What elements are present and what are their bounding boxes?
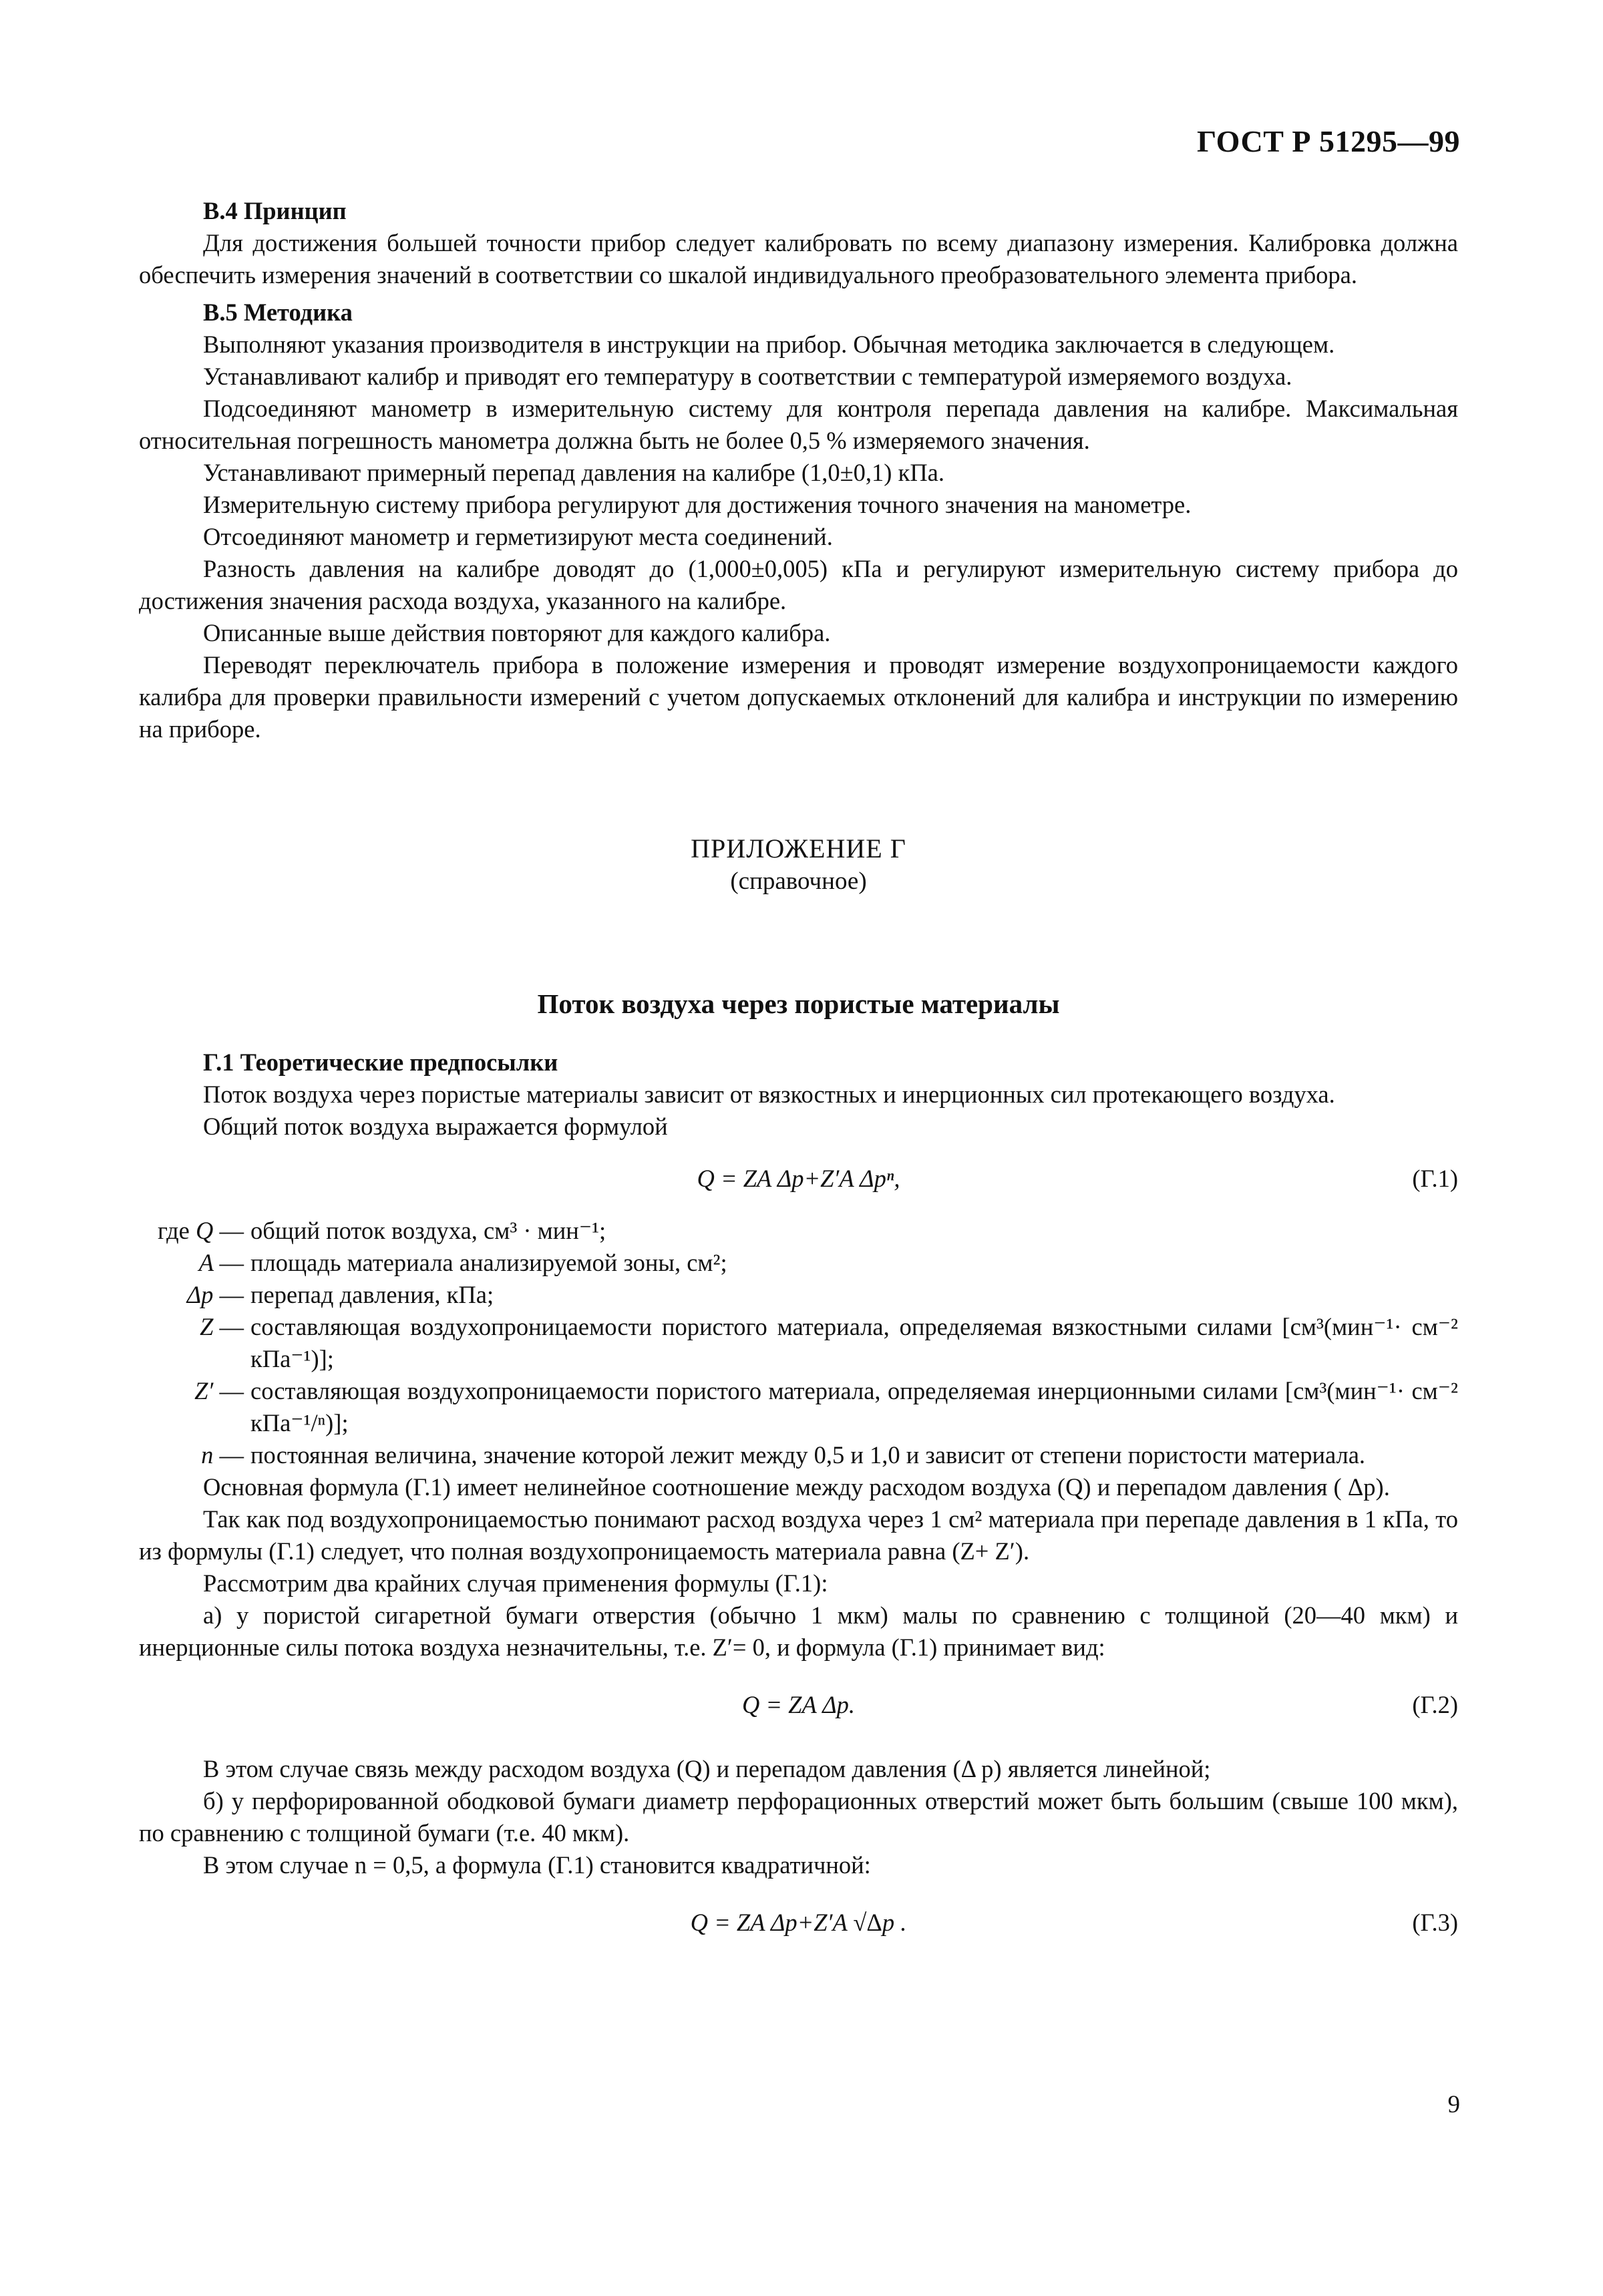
formula-expression: Q = ZA Δp+Z′A Δpⁿ,	[697, 1165, 900, 1192]
section-heading-b5: В.5 Методика	[203, 299, 353, 326]
page-content	[139, 195, 1458, 1959]
definition-text: общий поток воздуха, см³ · мин⁻¹;	[250, 1217, 606, 1244]
paragraph: Основная формула (Г.1) имеет нелинейное соотношение между расходом воздуха (Q) и перепадом давления ( Δp).	[203, 1473, 1390, 1501]
definition-symbol: Z —	[200, 1313, 244, 1340]
paragraph: Для достижения большей точности прибор следует калибровать по всему диапазону измерения. Калибровка должна обеспечить измерения значений в соответствии со шкалой индивидуального преобразовательного элемента прибора.	[139, 229, 1458, 289]
definition-item	[139, 1439, 1458, 1471]
formula-number: (Г.2)	[1412, 1691, 1458, 1718]
section-heading-b4: В.4 Принцип	[203, 197, 347, 224]
sqrt-symbol: √Δ	[853, 1909, 882, 1936]
appendix-title: ПРИЛОЖЕНИЕ Г	[691, 833, 906, 864]
paragraph: Подсоединяют манометр в измерительную систему для контроля перепада давления на калибре. Максимальная относительная погрешность манометра должна быть не более 0,5 % измеряемого значения.	[139, 395, 1458, 454]
definitions-lead: где	[157, 1217, 190, 1244]
paragraph: Общий поток воздуха выражается формулой	[203, 1113, 668, 1140]
document-header: ГОСТ Р 51295—99	[1197, 124, 1460, 158]
paragraph: б) у перфорированной ободковой бумаги диаметр перфорационных отверстий может быть большим (свыше 100 мкм), по сравнению с толщиной бумаги (т.е. 40 мкм).	[139, 1787, 1458, 1847]
definition-symbol: Δp —	[186, 1281, 244, 1308]
definition-text: постоянная величина, значение которой лежит между 0,5 и 1,0 и зависит от степени пористости материала.	[250, 1441, 1366, 1469]
definition-text: составляющая воздухопроницаемости пористого материала, определяемая вязкостными силами [см³(мин⁻¹· см⁻² кПа⁻¹)];	[250, 1313, 1458, 1372]
formula-expression: Q = ZA Δp.	[741, 1691, 856, 1718]
paragraph: Выполняют указания производителя в инструкции на прибор. Обычная методика заключается в следующем.	[203, 331, 1335, 358]
definition-text: площадь материала анализируемой зоны, см²;	[250, 1249, 727, 1276]
formula-g3	[139, 1901, 1458, 1944]
paragraph: В этом случае связь между расходом воздуха (Q) и перепадом давления (Δ p) является линейной;	[203, 1755, 1211, 1782]
definition-text: перепад давления, кПа;	[250, 1281, 494, 1308]
paragraph: Устанавливают калибр и приводят его температуру в соответствии с температурой измеряемого воздуха.	[203, 363, 1292, 390]
definition-item	[139, 1247, 1458, 1279]
appendix-subtitle: (справочное)	[730, 868, 867, 895]
paragraph: Рассмотрим два крайних случая применения формулы (Г.1):	[203, 1569, 828, 1597]
paragraph: Так как под воздухопроницаемостью понимают расход воздуха через 1 см² материала при перепаде давления в 1 кПа, то из формулы (Г.1) следует, что полная воздухопроницаемость материала равна (Z+ Z′).	[139, 1505, 1458, 1565]
section-heading-g1: Г.1 Теоретические предпосылки	[203, 1048, 558, 1076]
definition-symbol: A —	[198, 1249, 244, 1276]
definition-item	[139, 1311, 1458, 1375]
paragraph: Устанавливают примерный перепад давления на калибре (1,0±0,1) кПа.	[203, 459, 945, 486]
definition-symbol: n —	[201, 1441, 244, 1469]
definitions-list	[139, 1215, 1458, 1471]
formula-expression: Q = ZA Δp+Z′A √Δp .	[690, 1909, 907, 1936]
definition-item	[139, 1375, 1458, 1439]
formula-number: (Г.3)	[1412, 1909, 1458, 1936]
appendix-main-title: Поток воздуха через пористые материалы	[537, 988, 1060, 1019]
formula-g2	[139, 1684, 1458, 1726]
paragraph: Переводят переключатель прибора в положение измерения и проводят измерение воздухопроницаемости каждого калибра для проверки правильности измерений с учетом допускаемых отклонений для калибра и инструкции по измерению на приборе.	[139, 651, 1458, 743]
formula-number: (Г.1)	[1412, 1165, 1458, 1192]
page-number: 9	[1447, 2091, 1460, 2118]
definition-text: составляющая воздухопроницаемости пористого материала, определяемая инерционными силами [см³(мин⁻¹· см⁻² кПа⁻¹/ⁿ)];	[250, 1377, 1458, 1437]
paragraph: а) у пористой сигаретной бумаги отверстия (обычно 1 мкм) малы по сравнению с толщиной (20—40 мкм) и инерционные силы потока воздуха незначительны, т.е. Z′= 0, и формула (Г.1) принимает вид:	[139, 1601, 1458, 1661]
paragraph: Разность давления на калибре доводят до (1,000±0,005) кПа и регулируют измерительную систему прибора до достижения значения расхода воздуха, указанного на калибре.	[139, 555, 1458, 614]
definition-item	[139, 1279, 1458, 1311]
paragraph: В этом случае n = 0,5, а формула (Г.1) становится квадратичной:	[203, 1851, 871, 1879]
paragraph: Измерительную систему прибора регулируют для достижения точного значения на манометре.	[203, 491, 1192, 518]
paragraph: Отсоединяют манометр и герметизируют места соединений.	[203, 523, 833, 550]
definition-item	[139, 1215, 1458, 1247]
definition-symbol: Z′ —	[194, 1377, 244, 1404]
paragraph: Поток воздуха через пористые материалы зависит от вязкостных и инерционных сил протекающего воздуха.	[203, 1081, 1335, 1108]
definition-symbol: где Q —	[157, 1217, 244, 1244]
paragraph: Описанные выше действия повторяют для каждого калибра.	[203, 619, 831, 646]
formula-g1	[139, 1157, 1458, 1200]
